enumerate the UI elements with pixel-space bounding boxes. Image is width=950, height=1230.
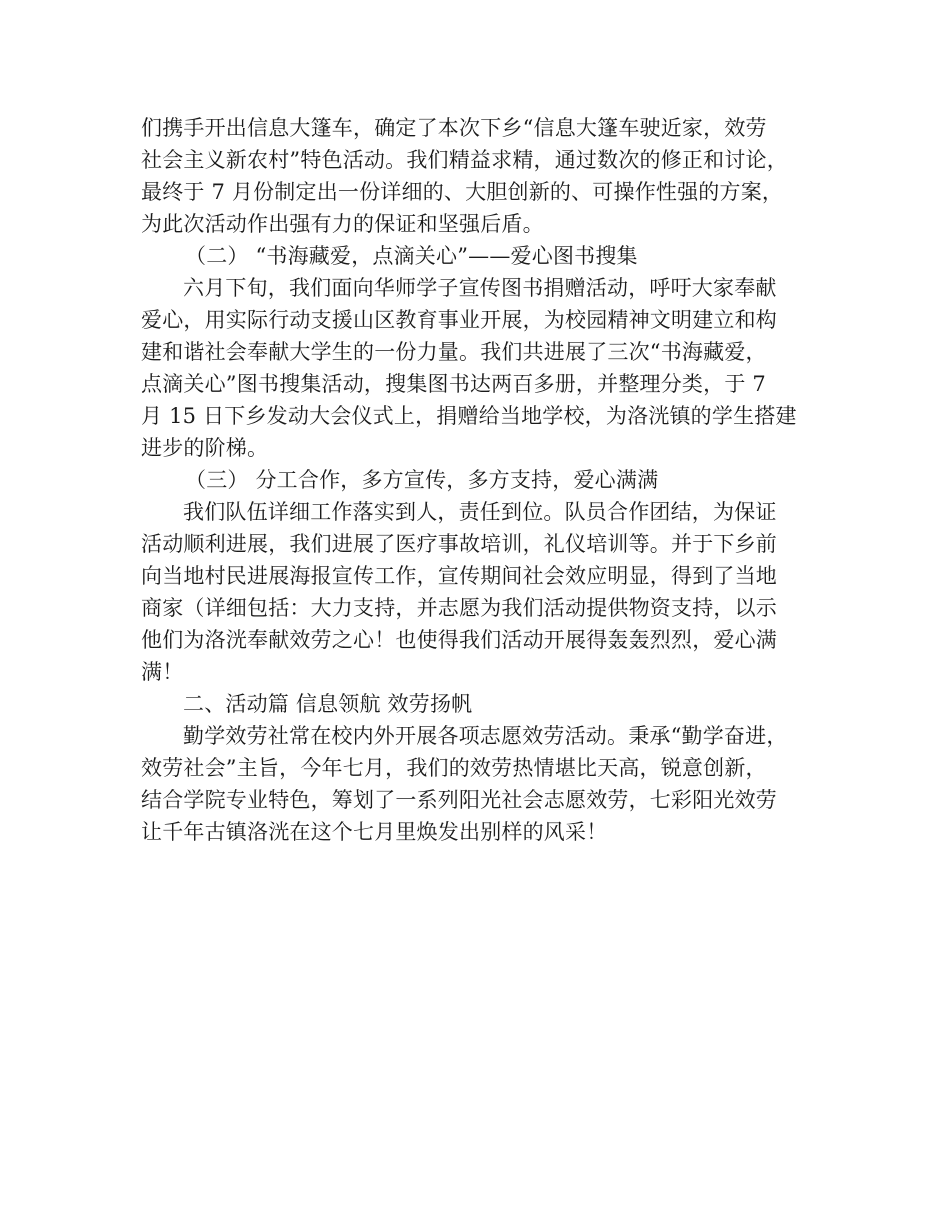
paragraph-line: 社会主义新农村”特色活动。我们精益求精，通过数次的修正和讨论， [141,148,788,172]
document-body [141,112,831,848]
paragraph-line: 们携手开出信息大篷车，确定了本次下乡“信息大篷车驶近家，效劳 [141,116,767,140]
paragraph-line: 向当地村民进展海报宣传工作，宣传期间社会效应明显，得到了当地 [141,564,777,588]
paragraph-line: 满！ [141,660,184,684]
paragraph-line: 最终于 7 月份制定出一份详细的、大胆创新的、可操作性强的方案， [141,180,784,204]
paragraph-line: 商家（详细包括：大力支持，并志愿为我们活动提供物资支持，以示 [141,596,777,620]
paragraph-line: 为此次活动作出强有力的保证和坚强后盾。 [141,212,544,236]
paragraph-line: 建和谐社会奉献大学生的一份力量。我们共进展了三次“书海藏爱， [141,340,767,364]
paragraph-line: 勤学效劳社常在校内外开展各项志愿效劳活动。秉承“勤学奋进， [183,724,788,748]
paragraph-line: 效劳社会”主旨，今年七月，我们的效劳热情堪比天高，锐意创新， [141,756,767,780]
paragraph-line: 活动顺利进展，我们进展了医疗事故培训，礼仪培训等。并于下乡前 [141,532,777,556]
section-heading: 二、活动篇 信息领航 效劳扬帆 [183,692,473,716]
paragraph-line: 结合学院专业特色，筹划了一系列阳光社会志愿效劳，七彩阳光效劳 [141,788,777,812]
paragraph-line: 进步的阶梯。 [141,436,269,460]
paragraph-line: 点滴关心”图书搜集活动，搜集图书达两百多册，并整理分类，于 7 [141,372,766,396]
section-heading: （三） 分工合作，多方宣传，多方支持，爱心满满 [185,468,659,492]
section-heading: （二） “书海藏爱，点滴关心”——爱心图书搜集 [185,244,638,268]
paragraph-line: 让千年古镇洛洸在这个七月里焕发出别样的风采！ [141,820,608,844]
paragraph-line: 月 15 日下乡发动大会仪式上，捐赠给当地学校，为洛洸镇的学生搭建 [141,404,797,428]
paragraph-line: 爱心，用实际行动支援山区教育事业开展，为校园精神文明建立和构 [141,308,777,332]
paragraph-line: 他们为洛洸奉献效劳之心！也使得我们活动开展得轰轰烈烈，爱心满 [141,628,777,652]
paragraph-line: 六月下旬，我们面向华师学子宣传图书捐赠活动，呼吁大家奉献 [183,276,777,300]
paragraph-line: 我们队伍详细工作落实到人，责任到位。队员合作团结，为保证 [183,500,777,524]
